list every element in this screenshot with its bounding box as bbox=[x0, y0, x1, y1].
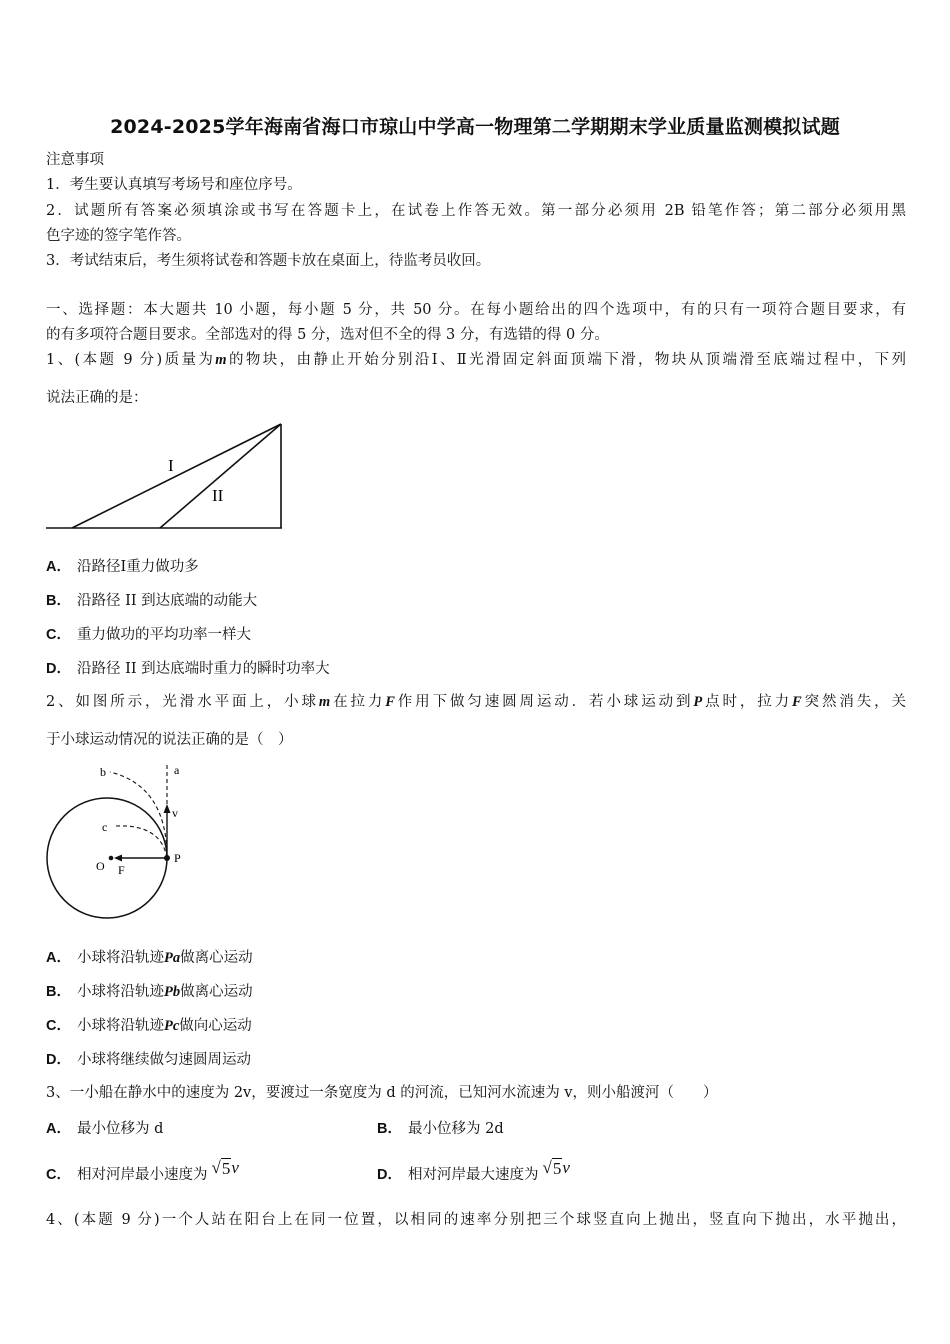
notice-heading: 注意事项 bbox=[46, 152, 104, 168]
question-2-stem: 2、如图所示，光滑水平面上，小球m在拉力F作用下做匀速圆周运动．若小球运动到P点时，拉力F突然消失，关 bbox=[46, 694, 907, 710]
option-a[interactable]: A． 沿路径Ⅰ重力做功多 bbox=[46, 559, 199, 575]
path-c bbox=[116, 826, 167, 858]
path-2-label: II bbox=[212, 486, 224, 505]
option-d[interactable]: D． 相对河岸最大速度为 √ 5 v bbox=[377, 1158, 570, 1183]
center-point bbox=[109, 856, 114, 861]
option-c[interactable]: C． 小球将沿轨迹Pc做向心运动 bbox=[46, 1018, 252, 1034]
sqrt-expression: √ 5 v bbox=[211, 1158, 239, 1178]
option-b[interactable]: B． 最小位移为 2d bbox=[377, 1121, 504, 1137]
question-1-stem-cont: 说法正确的是： bbox=[46, 390, 148, 406]
option-c[interactable]: C． 重力做功的平均功率一样大 bbox=[46, 627, 251, 643]
incline-diagram bbox=[44, 420, 288, 532]
option-d[interactable]: D． 小球将继续做匀速圆周运动 bbox=[46, 1052, 251, 1068]
incline-path-1 bbox=[72, 424, 281, 528]
option-d[interactable]: D． 沿路径 II 到达底端时重力的瞬时功率大 bbox=[46, 661, 330, 677]
option-b[interactable]: B． 沿路径 II 到达底端的动能大 bbox=[46, 593, 258, 609]
sqrt-expression: √ 5 v bbox=[542, 1158, 570, 1178]
option-b[interactable]: B． 小球将沿轨迹Pb做离心运动 bbox=[46, 984, 253, 1000]
notice-item: 2．试题所有答案必须填涂或书写在答题卡上，在试卷上作答无效。第一部分必须用 2B 铅笔作答；第二部分必须用黑 bbox=[46, 203, 906, 219]
path-1-label: I bbox=[168, 456, 174, 475]
section-intro: 一、选择题：本大题共 10 小题，每小题 5 分，共 50 分。在每小题给出的四个选项中，有的只有一项符合题目要求，有 bbox=[46, 302, 906, 318]
label-o: O bbox=[96, 859, 105, 873]
label-f: F bbox=[118, 863, 125, 877]
question-2-stem-cont: 于小球运动情况的说法正确的是（ ） bbox=[46, 732, 293, 748]
velocity-arrowhead bbox=[164, 804, 171, 813]
option-a[interactable]: A． 小球将沿轨迹Pa做离心运动 bbox=[46, 950, 253, 966]
notice-item: 3．考试结束后，考生须将试卷和答题卡放在桌面上，待监考员收回。 bbox=[46, 253, 491, 269]
notice-item: 1．考生要认真填写考场号和座位序号。 bbox=[46, 177, 302, 193]
question-4-stem: 4、(本题 9 分)一个人站在阳台上在同一位置，以相同的速率分别把三个球竖直向上抛出，竖直向下抛出，水平抛出， bbox=[46, 1212, 906, 1228]
circular-motion-diagram bbox=[44, 758, 194, 920]
label-p: P bbox=[174, 851, 181, 865]
section-intro: 的有多项符合题目要求。全部选对的得 5 分，选对但不全的得 3 分，有选错的得 0 分。 bbox=[46, 327, 609, 343]
question-1-stem: 1、(本题 9 分)质量为m的物块，由静止开始分别沿Ⅰ、Ⅱ光滑固定斜面顶端下滑，物块从顶端滑至底端过程中，下列 bbox=[46, 352, 906, 368]
force-arrowhead bbox=[114, 855, 122, 862]
notice-item: 色字迹的签字笔作答。 bbox=[46, 228, 191, 244]
option-c[interactable]: C． 相对河岸最小速度为 √ 5 v bbox=[46, 1158, 239, 1183]
label-a: a bbox=[174, 763, 180, 777]
label-b: b bbox=[100, 765, 106, 779]
question-3-stem: 3、一小船在静水中的速度为 2v，要渡过一条宽度为 d 的河流，已知河水流速为 v，则小船渡河（ ） bbox=[46, 1085, 718, 1101]
option-a[interactable]: A． 最小位移为 d bbox=[46, 1121, 164, 1137]
page-title: 2024-2025学年海南省海口市琼山中学高一物理第二学期期末学业质量监测模拟试题 bbox=[110, 116, 840, 138]
label-c: c bbox=[102, 820, 108, 834]
label-v: v bbox=[172, 806, 178, 820]
path-b bbox=[110, 772, 167, 858]
